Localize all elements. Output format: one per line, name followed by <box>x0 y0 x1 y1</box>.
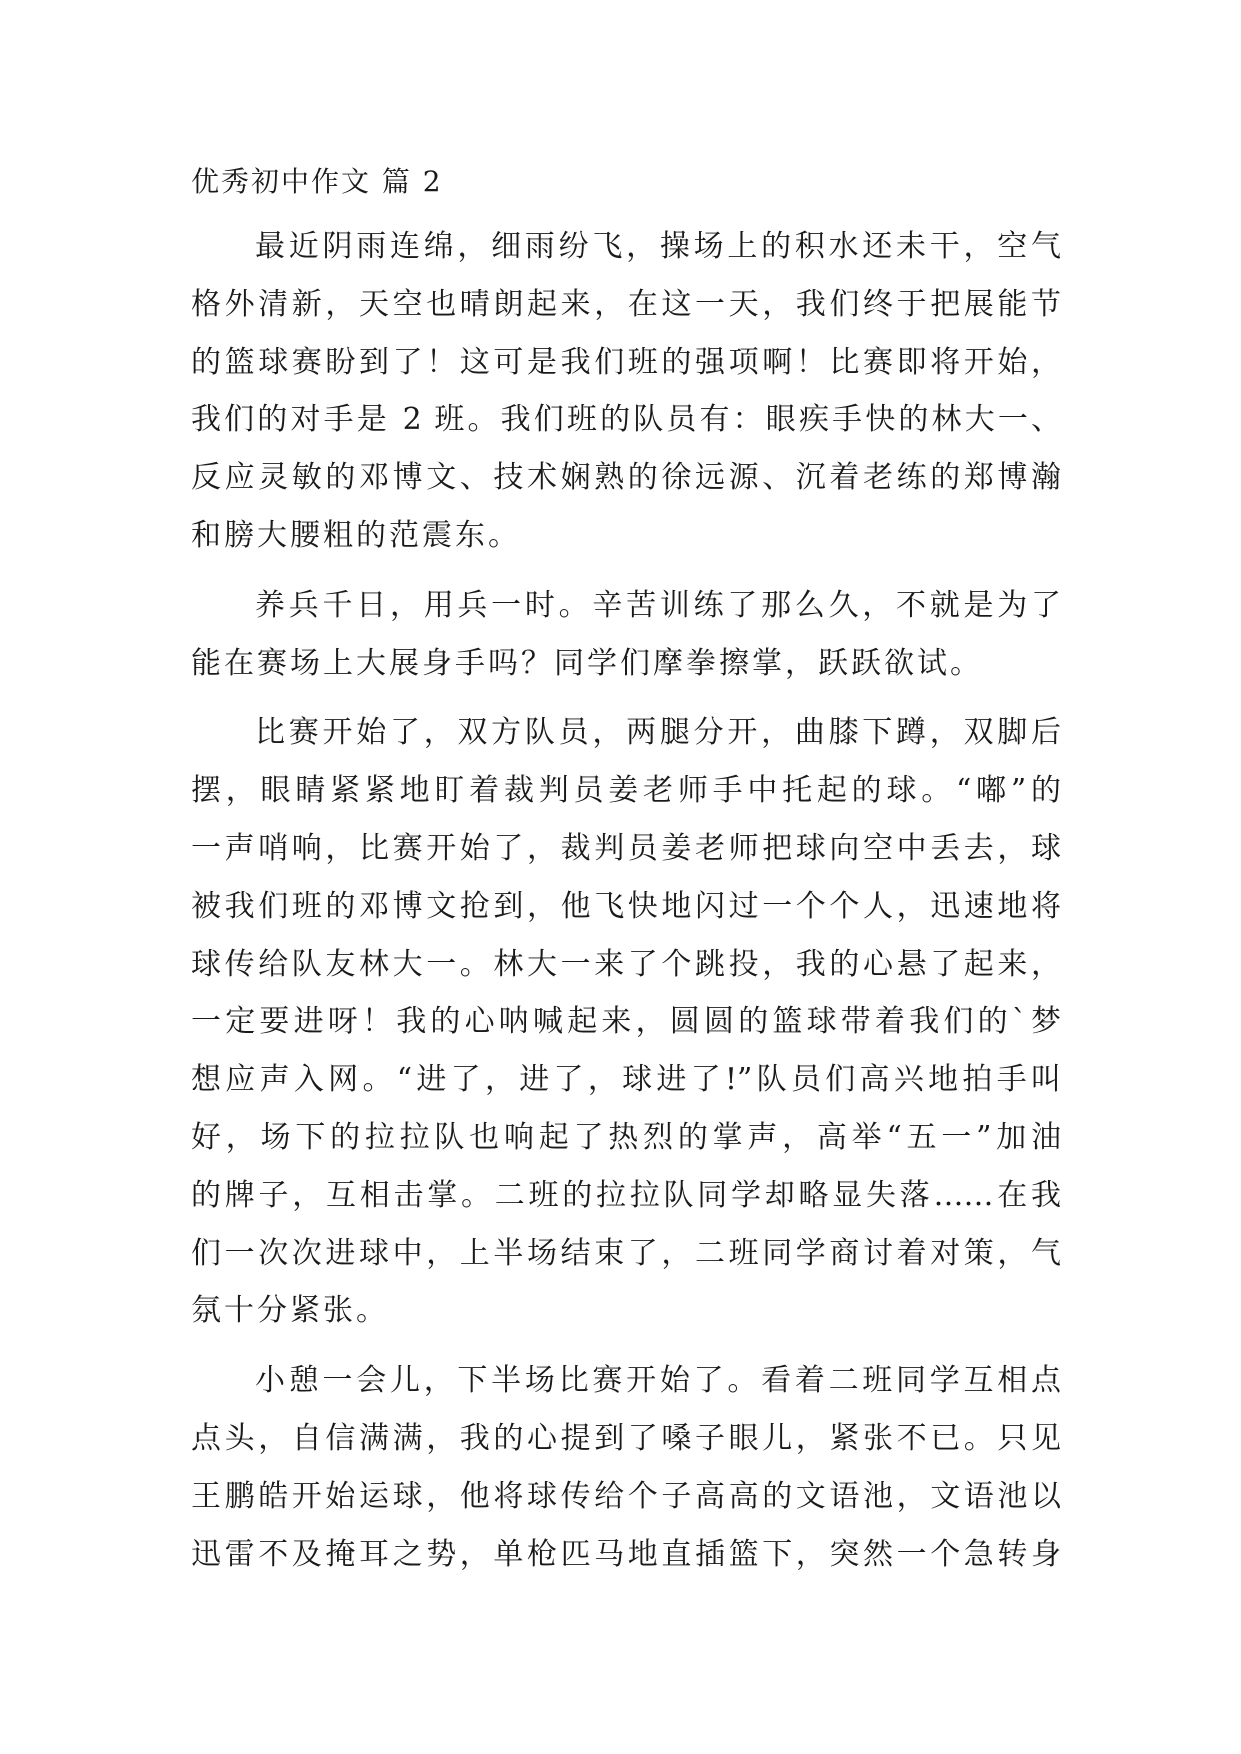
paragraph-3-line-8: 好，场下的拉拉队也响起了热烈的掌声，高举“五一”加油 <box>191 1119 1061 1155</box>
paragraph-1-line-5: 反应灵敏的邓博文、技术娴熟的徐远源、沉着老练的郑博瀚 <box>191 460 1061 496</box>
paragraph-3-line-2: 摆，眼睛紧紧地盯着裁判员姜老师手中托起的球。“嘟”的 <box>191 773 1061 809</box>
paragraph-3-line-9: 的牌子，互相击掌。二班的拉拉队同学却略显失落……在我 <box>191 1177 1061 1213</box>
paragraph-4-line-4: 迅雷不及掩耳之势，单枪匹马地直插篮下，突然一个急转身 <box>191 1536 1061 1572</box>
paragraph-3-line-5: 球传给队友林大一。林大一来了个跳投，我的心悬了起来， <box>191 946 1061 982</box>
paragraph-4-line-2: 点头，自信满满，我的心提到了嗓子眼儿，紧张不已。只见 <box>191 1420 1061 1456</box>
paragraph-3-line-6: 一定要进呀！我的心呐喊起来，圆圆的篮球带着我们的`梦 <box>191 1004 1061 1040</box>
paragraph-3-line-11: 氛十分紧张。 <box>191 1293 389 1329</box>
paragraph-2-line-1: 养兵千日，用兵一时。辛苦训练了那么久，不就是为了 <box>255 587 1061 623</box>
essay-title: 优秀初中作文 篇 2 <box>191 165 443 198</box>
paragraph-1-line-3: 的篮球赛盼到了！这可是我们班的强项啊！比赛即将开始， <box>191 344 1061 380</box>
paragraph-3-line-1: 比赛开始了，双方队员，两腿分开，曲膝下蹲，双脚后 <box>255 715 1061 751</box>
essay-body <box>191 218 1061 1583</box>
paragraph-4-line-3: 王鹏皓开始运球，他将球传给个子高高的文语池，文语池以 <box>191 1478 1061 1514</box>
paragraph-gap <box>191 692 1061 704</box>
paragraph-3-line-7: 想应声入网。“进了，进了，球进了!”队员们高兴地拍手叫 <box>191 1062 1061 1098</box>
paragraph-3-line-3: 一声哨响，比赛开始了，裁判员姜老师把球向空中丢去，球 <box>191 830 1061 866</box>
paragraph-1-line-1: 最近阴雨连绵，细雨纷飞，操场上的积水还未干，空气 <box>255 229 1061 264</box>
paragraph-1-line-2: 格外清新，天空也晴朗起来，在这一天，我们终于把展能节 <box>191 286 1061 322</box>
paragraph-1-line-4: 我们的对手是 2 班。我们班的队员有：眼疾手快的林大一、 <box>191 402 1061 438</box>
paragraph-2-line-2: 能在赛场上大展身手吗？同学们摩拳擦掌，跃跃欲试。 <box>191 645 983 681</box>
paragraph-4-line-1: 小憩一会儿，下半场比赛开始了。看着二班同学互相点 <box>255 1363 1061 1399</box>
paragraph-3-line-10: 们一次次进球中，上半场结束了，二班同学商讨着对策，气 <box>191 1235 1061 1271</box>
paragraph-3-line-4: 被我们班的邓博文抢到，他飞快地闪过一个个人，迅速地将 <box>191 888 1061 924</box>
paragraph-gap <box>191 565 1061 577</box>
paragraph-gap <box>191 1340 1061 1352</box>
paragraph-1-line-6: 和膀大腰粗的范震东。 <box>191 517 521 553</box>
